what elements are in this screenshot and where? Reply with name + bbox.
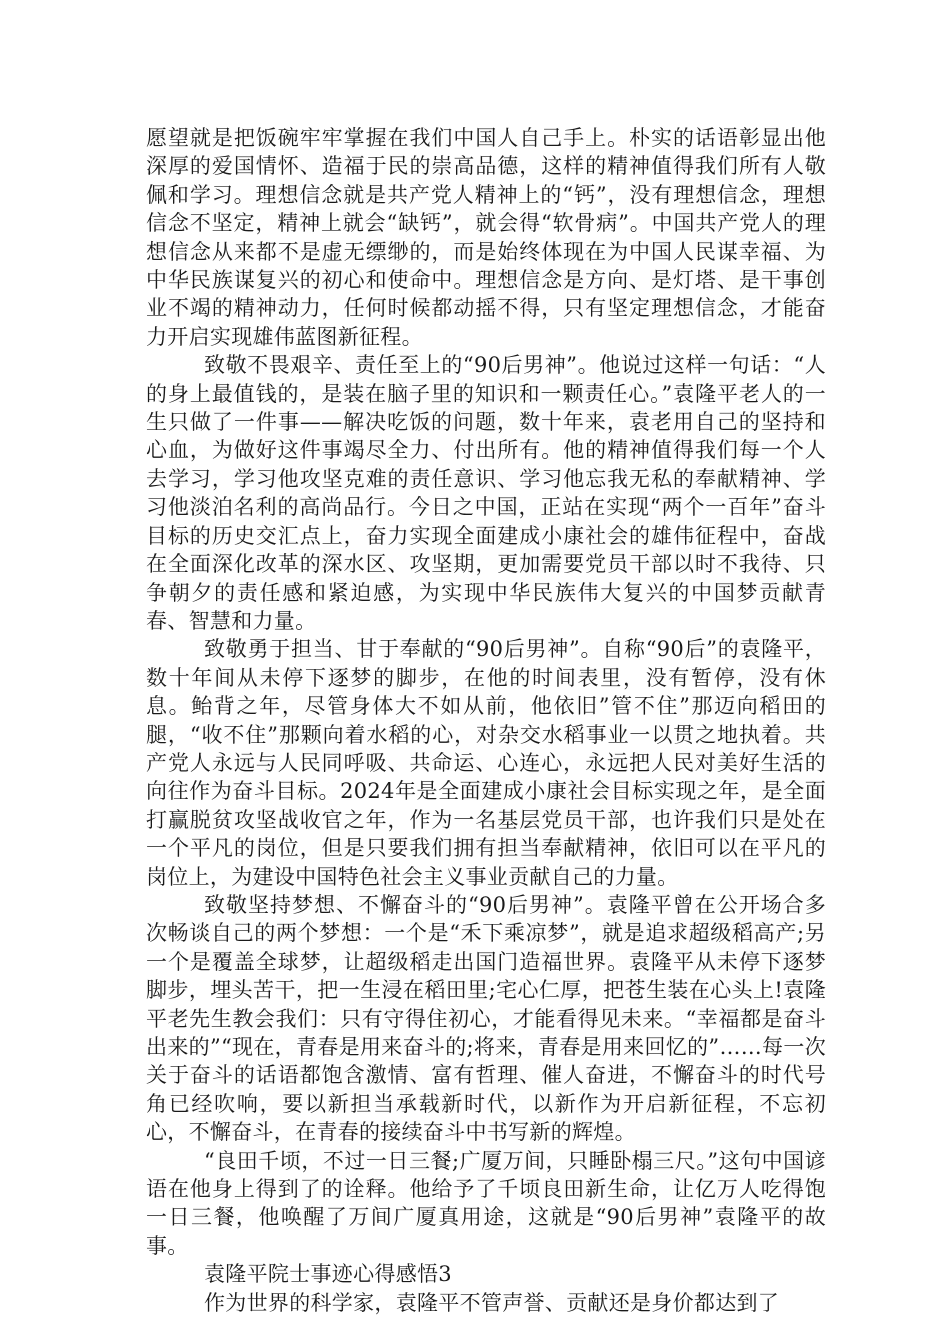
paragraph-3: 致敬勇于担当、甘于奉献的“90后男神”。自称“90后”的袁隆平，数十年间从未停下逐梦的脚步，在他的时间表里，没有暂停，没有休息。鲐背之年，尽管身体大不如从前，他依旧”管不住”那迈向稻田的腿，“收不住”那颗向着水稻的心，对杂交水稻事业一以贯之地执着。共产党人永远与人民同呼吸、共命运、心连心，永远把人民对美好生活的向往作为奋斗目标。2024年是全面建成小康社会目标实现之年，是全面打赢脱贫攻坚战收官之年，作为一名基层党员干部，也许我们只是处在一个平凡的岗位，但是只要我们拥有担当奉献精神，依旧可以在平凡的岗位上，为建设中国特色社会主义事业贡献自己的力量。 xyxy=(146,637,826,889)
paragraph-4: 致敬坚持梦想、不懈奋斗的“90后男神”。袁隆平曾在公开场合多次畅谈自己的两个梦想：一个是“禾下乘凉梦”，就是追求超级稻高产;另一个是覆盖全球梦，让超级稻走出国门造福世界。袁隆平从未停下逐梦脚步，埋头苦干，把一生浸在稻田里;宅心仁厚，把苍生装在心头上!袁隆平老先生教会我们：只有守得住初心，才能看得见未来。“幸福都是奋斗出来的”“现在，青春是用来奋斗的;将来，青春是用来回忆的”……每一次关于奋斗的话语都饱含激情、富有哲理、催人奋进，不懈奋斗的时代号角已经吹响，要以新担当承载新时代，以新作为开启新征程，不忘初心，不懈奋斗，在青春的接续奋斗中书写新的辉煌。 xyxy=(146,892,826,1145)
paragraph-1: 愿望就是把饭碗牢牢掌握在我们中国人自己手上。朴实的话语彰显出他深厚的爱国情怀、造福于民的崇高品德，这样的精神值得我们所有人敬佩和学习。理想信念就是共产党人精神上的“钙”，没有理想信念，理想信念不坚定，精神上就会“缺钙”，就会得“软骨病”。中国共产党人的理想信念从来都不是虚无缥缈的，而是始终体现在为中国人民谋幸福、为中华民族谋复兴的初心和使命中。理想信念是方向、是灯塔、是干事创业不竭的精神动力，任何时候都动摇不得，只有坚定理想信念，才能奋力开启实现雄伟蓝图新征程。 xyxy=(146,126,826,349)
paragraph-5: “良田千顷，不过一日三餐;广厦万间，只睡卧榻三尺。”这句中国谚语在他身上得到了的诠释。他给予了千顷良田新生命，让亿万人吃得饱一日三餐，他唤醒了万间广厦真用途，这就是“90后男神”袁隆平的故事。 xyxy=(146,1148,826,1258)
document-body xyxy=(146,124,826,1317)
paragraph-6: 作为世界的科学家，袁隆平不管声誉、贡献还是身价都达到了 xyxy=(204,1290,780,1315)
paragraph-2: 致敬不畏艰辛、责任至上的“90后男神”。他说过这样一句话：“人的身上最值钱的，是装在脑子里的知识和一颗责任心。”袁隆平老人的一生只做了一件事——解决吃饭的问题，数十年来，袁老用自己的坚持和心血，为做好这件事竭尽全力、付出所有。他的精神值得我们每一个人去学习，学习他攻坚克难的责任意识、学习他忘我无私的奉献精神、学习他淡泊名利的高尚品行。今日之中国，正站在实现“两个一百年”奋斗目标的历史交汇点上，奋力实现全面建成小康社会的雄伟征程中，奋战在全面深化改革的深水区、攻坚期，更加需要党员干部以时不我待、只争朝夕的责任感和紧迫感，为实现中华民族伟大复兴的中国梦贡献青春、智慧和力量。 xyxy=(146,353,826,633)
section-heading: 袁隆平院士事迹心得感悟3 xyxy=(204,1262,452,1287)
